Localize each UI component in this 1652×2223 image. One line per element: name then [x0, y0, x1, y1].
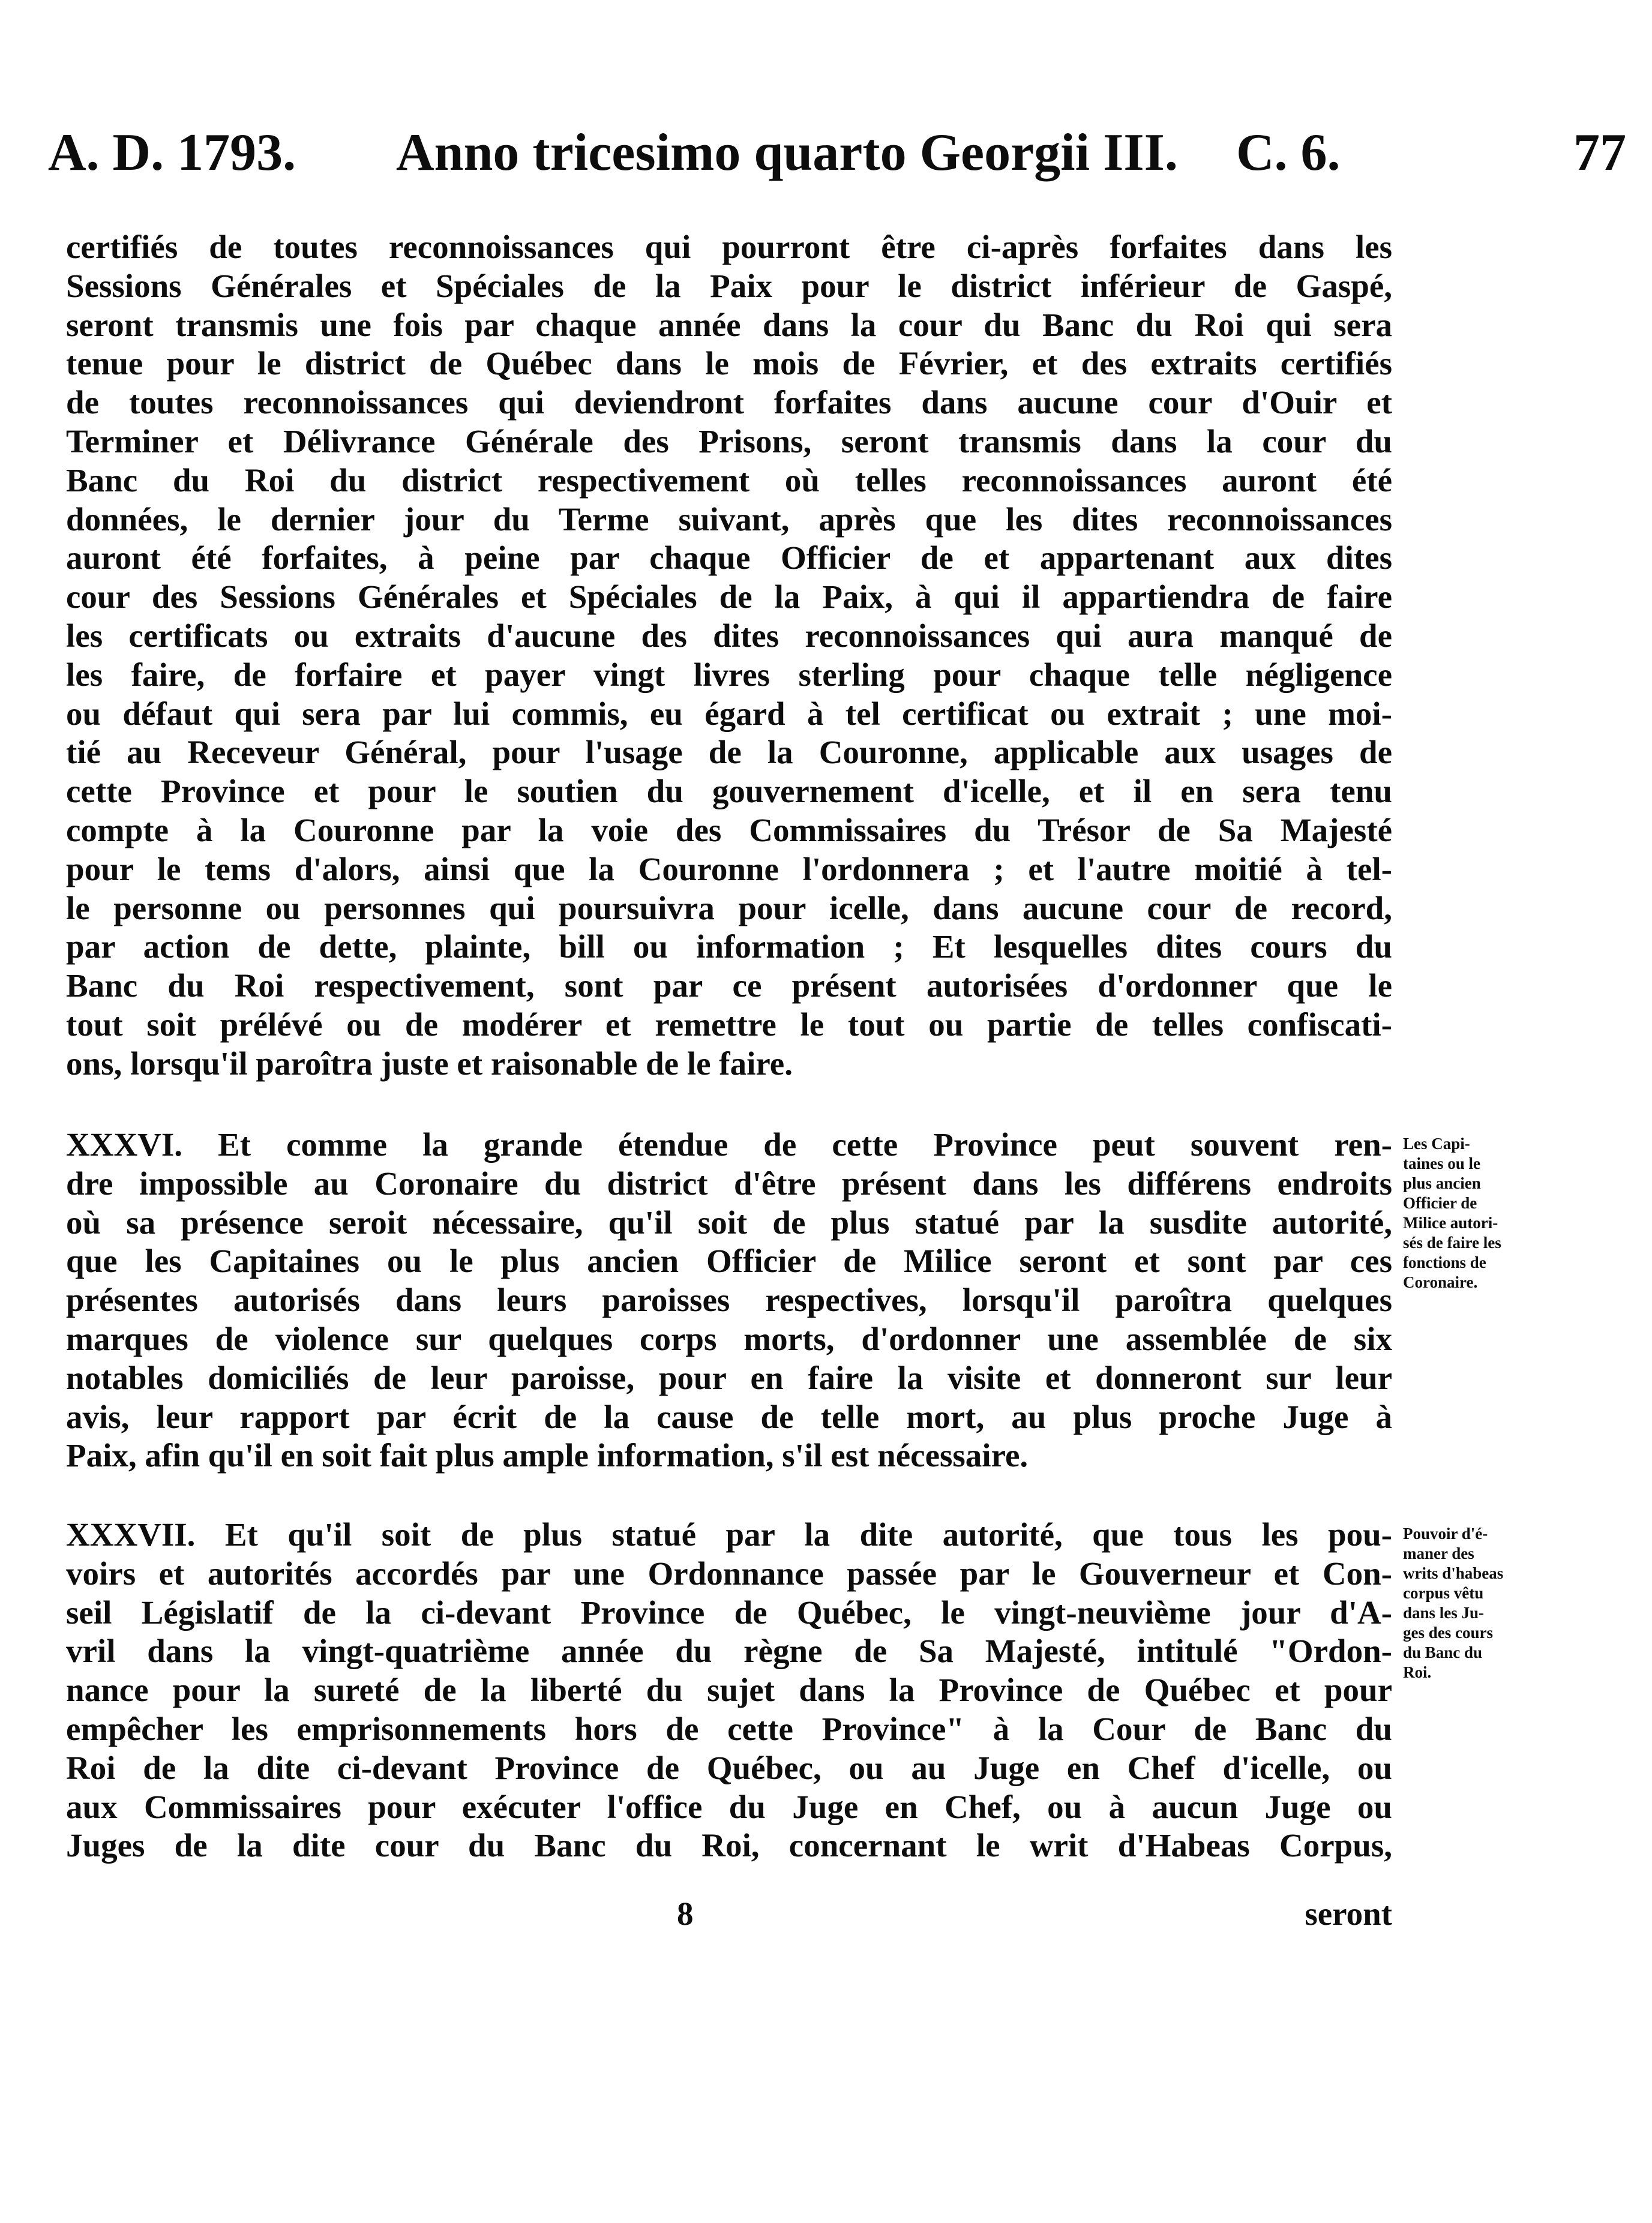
margin-note-line: dans les Ju- — [1403, 1604, 1485, 1622]
margin-note-line: Pouvoir d'é- — [1403, 1525, 1488, 1543]
text-line: tié au Receveur Général, pour l'usage de la Couronne, applicable aux usages de — [66, 734, 1392, 771]
text-line: certifiés de toutes reconnoissances qui pourront être ci-après forfaites dans les — [66, 229, 1392, 265]
text-line: dre impossible au Coronaire du district d'être présent dans les différens endroits — [66, 1165, 1392, 1202]
text-line: Banc du Roi respectivement, sont par ce présent autorisées d'ordonner que le — [66, 967, 1392, 1004]
catchword: seront — [1305, 1895, 1392, 1932]
text-line: Terminer et Délivrance Générale des Prisons, seront transmis dans la cour du — [66, 422, 1392, 460]
margin-note-line: maner des — [1403, 1544, 1474, 1562]
margin-note-line: fonctions de — [1403, 1253, 1486, 1271]
text-line: avis, leur rapport par écrit de la cause de telle mort, au plus proche Juge à — [66, 1398, 1392, 1435]
text-line: XXXVI. Et comme la grande étendue de cette Province peut souvent ren- — [66, 1126, 1392, 1163]
text-line: tout soit prélévé ou de modérer et remettre le tout ou partie de telles confiscati- — [66, 1006, 1392, 1043]
margin-note-line: Coronaire. — [1403, 1273, 1478, 1291]
text-line: les certificats ou extraits d'aucune des dites reconnoissances qui aura manqué de — [66, 617, 1392, 654]
text-line: Juges de la dite cour du Banc du Roi, concernant le writ d'Habeas Corpus, — [66, 1827, 1392, 1864]
margin-note-line: corpus vêtu — [1403, 1584, 1484, 1602]
text-line: marques de violence sur quelques corps morts, d'ordonner une assemblée de six — [66, 1320, 1392, 1357]
margin-note-line: plus ancien — [1403, 1174, 1481, 1192]
text-line: seront transmis une fois par chaque année dans la cour du Banc du Roi qui sera — [66, 306, 1392, 343]
section-xxxvii — [66, 1516, 1392, 1865]
margin-note-line: sés de faire les — [1403, 1234, 1501, 1252]
text-line: cette Province et pour le soutien du gouvernement d'icelle, et il en sera tenu — [66, 773, 1392, 810]
text-line: auront été forfaites, à peine par chaque Officier de et appartenant aux dites — [66, 539, 1392, 577]
margin-note-capitaines — [1403, 1134, 1541, 1292]
header-chapter: C. 6. — [1236, 124, 1341, 182]
text-line: par action de dette, plainte, bill ou information ; Et lesquelles dites cours du — [66, 928, 1392, 965]
margin-note-line: du Banc du — [1403, 1643, 1483, 1661]
margin-note-habeas-corpus — [1403, 1524, 1541, 1682]
margin-note-line: taines ou le — [1403, 1154, 1481, 1172]
text-line: les faire, de forfaire et payer vingt livres sterling pour chaque telle négligence — [66, 656, 1392, 693]
text-line: aux Commissaires pour exécuter l'office du Juge en Chef, ou à aucun Juge ou — [66, 1788, 1392, 1825]
text-line: cour des Sessions Générales et Spéciales de la Paix, à qui il appartiendra de faire — [66, 578, 1392, 616]
text-line: notables domiciliés de leur paroisse, pour en faire la visite et donneront sur leur — [66, 1359, 1392, 1396]
text-line: que les Capitaines ou le plus ancien Officier de Milice seront et sont par ces — [66, 1243, 1392, 1280]
text-line: vril dans la vingt-quatrième année du règne de Sa Majesté, intitulé "Ordon- — [66, 1633, 1392, 1670]
header-date: A. D. 1793. — [48, 124, 296, 182]
text-line: ou défaut qui sera par lui commis, eu égard à tel certificat ou extrait ; une moi- — [66, 695, 1392, 732]
text-line: données, le dernier jour du Terme suivant, après que les dites reconnoissances — [66, 500, 1392, 538]
margin-note-line: writs d'habeas — [1403, 1564, 1504, 1582]
text-line: tenue pour le district de Québec dans le mois de Février, et des extraits certifiés — [66, 345, 1392, 382]
text-line: le personne ou personnes qui poursuivra pour icelle, dans aucune cour de record, — [66, 889, 1392, 926]
text-line: nance pour la sureté de la liberté du sujet dans la Province de Québec et pour — [66, 1672, 1392, 1709]
section-xxxvi — [66, 1126, 1392, 1475]
margin-note-line: ges des cours — [1403, 1624, 1493, 1642]
text-line: où sa présence seroit nécessaire, qu'il soit de plus statué par la susdite autorité, — [66, 1204, 1392, 1241]
page-footer — [66, 1890, 1392, 1938]
signature-mark: 8 — [677, 1895, 694, 1932]
text-line: empêcher les emprisonnements hors de cette Province" à la Cour de Banc du — [66, 1710, 1392, 1747]
text-line: Sessions Générales et Spéciales de la Paix pour le district inférieur de Gaspé, — [66, 267, 1392, 304]
text-line: voirs et autorités accordés par une Ordonnance passée par le Gouverneur et Con- — [66, 1555, 1392, 1592]
text-line: de toutes reconnoissances qui deviendront forfaites dans aucune cour d'Ouir et — [66, 384, 1392, 421]
header-title: Anno tricesimo quarto Georgii III. — [396, 124, 1178, 182]
running-header — [48, 114, 1626, 192]
paragraph-continuation — [66, 228, 1392, 1084]
text-line: compte à la Couronne par la voie des Commissaires du Trésor de Sa Majesté — [66, 811, 1392, 848]
text-line: présentes autorisés dans leurs paroisses respectives, lorsqu'il paroîtra quelques — [66, 1282, 1392, 1319]
text-line: ons, lorsqu'il paroîtra juste et raisonable de le faire. — [66, 1045, 793, 1082]
margin-note-line: Les Capi- — [1403, 1135, 1470, 1153]
page-number: 77 — [1573, 124, 1626, 182]
text-line: Banc du Roi du district respectivement où telles reconnoissances auront été — [66, 461, 1392, 499]
text-line: XXXVII. Et qu'il soit de plus statué par la dite autorité, que tous les pou- — [66, 1516, 1392, 1553]
text-line: Paix, afin qu'il en soit fait plus ample information, s'il est nécessaire. — [66, 1437, 1029, 1474]
text-line: Roi de la dite ci-devant Province de Québec, ou au Juge en Chef d'icelle, ou — [66, 1749, 1392, 1786]
margin-note-line: Officier de — [1403, 1194, 1477, 1212]
text-line: pour le tems d'alors, ainsi que la Couronne l'ordonnera ; et l'autre moitié à tel- — [66, 850, 1392, 887]
text-line: seil Législatif de la ci-devant Province de Québec, le vingt-neuvième jour d'A- — [66, 1594, 1392, 1631]
margin-note-line: Roi. — [1403, 1663, 1432, 1681]
margin-note-line: Milice autori- — [1403, 1214, 1498, 1232]
